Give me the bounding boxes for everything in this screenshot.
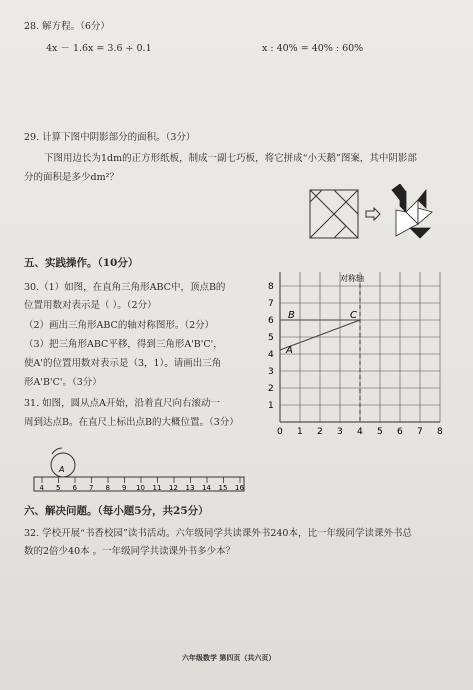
q28-equation-1: 4x － 1.6x = 3.6 ÷ 0.1 (46, 43, 152, 54)
ruler-tick-label: 14 (202, 484, 211, 492)
ruler-tick-label: 8 (105, 484, 110, 492)
ruler-tick-label: 16 (235, 484, 244, 492)
ruler-tick-label: 6 (72, 484, 77, 492)
q30-line-2: 位置用数对表示是（ ）。（2分） (24, 300, 157, 311)
x-tick-label: 0 (277, 427, 283, 437)
y-tick-label: 4 (268, 350, 274, 360)
q29-line-1: 下图用边长为1dm的正方形纸板，制成一副七巧板，将它拼成“小天鹅”图案，其中阴影部 (44, 153, 417, 164)
x-tick-label: 5 (377, 427, 383, 437)
y-tick-label: 7 (268, 299, 274, 309)
ruler-ticks (40, 477, 245, 492)
q28-equation-2: x : 40% = 40% : 60% (262, 43, 364, 54)
ruler-tick-label: 11 (152, 484, 162, 492)
q31-line-1: 31. 如图，圆从点A开始，沿着直尺向右滚动一 (24, 398, 220, 409)
q30-line-6: 形A'B'C'。（3分） (24, 377, 102, 388)
x-tick-label: 6 (397, 427, 403, 437)
x-tick-label: 4 (357, 427, 363, 437)
y-tick-label: 5 (268, 333, 274, 343)
point-label-a: A (286, 345, 293, 356)
grid-tick-labels (268, 282, 443, 437)
ruler-tick-label: 4 (39, 484, 44, 492)
point-label-b: B (288, 310, 295, 321)
ruler-tick-label: 10 (136, 484, 145, 492)
y-tick-label: 6 (268, 316, 274, 326)
x-tick-label: 2 (317, 427, 323, 437)
x-tick-label: 7 (417, 427, 423, 437)
section-6-title: 六、解决问题。（每小题5分，共25分） (24, 505, 209, 517)
q30-line-4: （3）把三角形ABC平移，得到三角形A'B'C'， (24, 339, 223, 350)
x-tick-label: 1 (297, 427, 303, 437)
q30-line-5: 使A'的位置用数对表示是（3，1）。请画出三角 (24, 358, 222, 369)
y-tick-label: 3 (268, 367, 274, 377)
y-tick-label: 2 (268, 384, 274, 394)
ruler-tick-label: 5 (56, 484, 61, 492)
q32-line-2: 数的2倍少40本 。一年级同学共读课外书多少本？ (24, 546, 236, 557)
ruler-tick-label: 7 (89, 484, 94, 492)
q31-line-2: 周到达点B。在直尺上标出点B的大概位置。（3分） (24, 417, 239, 428)
coordinate-grid (262, 272, 462, 444)
x-tick-label: 8 (437, 427, 443, 437)
page-footer: 六年级数学 第四页（共六页） (182, 653, 276, 662)
q28-title: 28. 解方程。（6分） (24, 21, 110, 32)
q30-line-1: 30.（1）如图，在直角三角形ABC中，顶点B的 (24, 282, 226, 293)
point-label-c: C (350, 310, 357, 321)
arrow-icon (366, 208, 380, 220)
ruler-tick-label: 13 (185, 484, 195, 492)
x-tick-label: 3 (337, 427, 343, 437)
q32-line-1: 32. 学校开展“书香校园”读书活动。六年级同学共读课外书240本，比一年级同学读课外书总 (24, 528, 412, 539)
section-5-title: 五、实践操作。（10分） (24, 257, 139, 269)
y-tick-label: 1 (268, 401, 274, 411)
ruler-figure (28, 440, 253, 496)
circle-point-label: A (59, 465, 65, 474)
q29-title: 29. 计算下图中阴影部分的面积。（3分） (24, 132, 196, 143)
tangram-square (310, 190, 358, 238)
ruler-tick-label: 9 (122, 484, 127, 492)
swan-figure (392, 184, 432, 238)
ruler-tick-label: 12 (169, 484, 178, 492)
ruler-tick-label: 15 (218, 484, 228, 492)
q30-line-3: （2）画出三角形ABC的轴对称图形。（2分） (24, 320, 215, 331)
tangram-figure (300, 184, 465, 246)
symmetry-axis-title: 对称轴 (340, 274, 364, 283)
y-tick-label: 8 (268, 282, 274, 292)
q29-line-2: 分的面积是多少dm²？ (24, 172, 119, 183)
